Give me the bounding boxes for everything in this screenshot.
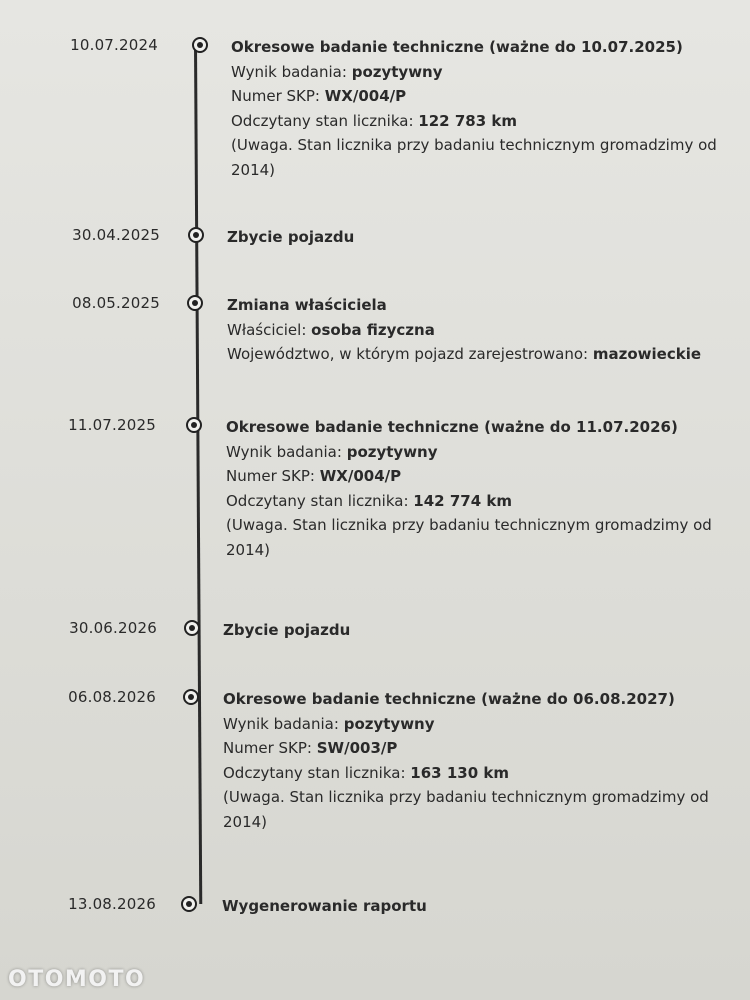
odometer-value: 142 774 km: [413, 491, 512, 510]
event-date: 10.07.2024: [70, 36, 158, 54]
otomoto-watermark-logo: OTOMOTO: [8, 967, 146, 992]
skp-value: SW/003/P: [316, 739, 398, 757]
event-date: 13.08.2026: [68, 895, 156, 913]
owner-label: Właściciel:: [227, 320, 307, 339]
result-label: Wynik badania:: [223, 714, 339, 733]
event-title: Okresowe badanie techniczne (ważne do 06.08.2027): [223, 690, 675, 708]
event-content: [223, 687, 733, 834]
timeline-dot-icon: [183, 689, 199, 705]
timeline-dot-icon: [188, 227, 204, 243]
event-title: Zbycie pojazdu: [227, 228, 355, 246]
result-value: pozytywny: [351, 62, 443, 81]
event-content: [223, 618, 733, 643]
timeline-dot-icon: [181, 896, 197, 912]
result-value: pozytywny: [343, 714, 435, 733]
skp-value: WX/004/P: [324, 87, 407, 105]
voivodeship-label: Województwo, w którym pojazd zarejestrowano:: [227, 345, 589, 363]
skp-label: Numer SKP:: [223, 739, 312, 757]
event-date: 11.07.2025: [68, 416, 156, 434]
event-date: 06.08.2026: [68, 688, 156, 706]
result-label: Wynik badania:: [226, 442, 342, 461]
voivodeship-value: mazowieckie: [592, 345, 702, 363]
note-line: (Uwaga. Stan licznika przy badaniu technicznym gromadzimy od: [226, 516, 712, 534]
event-title: Okresowe badanie techniczne (ważne do 10.07.2025): [231, 38, 683, 56]
timeline-line: [194, 44, 202, 904]
event-content: [226, 415, 736, 562]
odometer-value: 122 783 km: [418, 111, 517, 130]
timeline-dot-icon: [186, 417, 202, 433]
timeline-dot-icon: [187, 295, 203, 311]
odometer-value: 163 130 km: [410, 763, 509, 782]
event-content: [227, 225, 737, 250]
event-title: Zmiana właściciela: [227, 296, 387, 314]
event-title: Okresowe badanie techniczne (ważne do 11.07.2026): [226, 418, 678, 436]
event-content: [222, 894, 732, 919]
event-date: 30.06.2026: [69, 619, 157, 637]
event-title: Wygenerowanie raportu: [222, 897, 427, 915]
owner-value: osoba fizyczna: [311, 320, 435, 339]
odometer-label: Odczytany stan licznika:: [231, 111, 414, 130]
event-content: [227, 293, 737, 367]
note-line: 2014): [223, 812, 268, 831]
note-line: 2014): [226, 540, 271, 559]
timeline-dot-icon: [184, 620, 200, 636]
result-label: Wynik badania:: [231, 62, 347, 81]
event-date: 08.05.2025: [72, 294, 160, 312]
skp-label: Numer SKP:: [226, 467, 315, 485]
note-line: 2014): [231, 160, 276, 179]
note-line: (Uwaga. Stan licznika przy badaniu technicznym gromadzimy od: [223, 788, 709, 806]
result-value: pozytywny: [346, 442, 438, 461]
event-title: Zbycie pojazdu: [223, 621, 351, 639]
event-date: 30.04.2025: [72, 226, 160, 244]
odometer-label: Odczytany stan licznika:: [226, 491, 409, 510]
event-content: [231, 35, 741, 182]
timeline-dot-icon: [192, 37, 208, 53]
note-line: (Uwaga. Stan licznika przy badaniu technicznym gromadzimy od: [231, 136, 717, 154]
skp-value: WX/004/P: [319, 467, 402, 485]
skp-label: Numer SKP:: [231, 87, 320, 105]
odometer-label: Odczytany stan licznika:: [223, 763, 406, 782]
